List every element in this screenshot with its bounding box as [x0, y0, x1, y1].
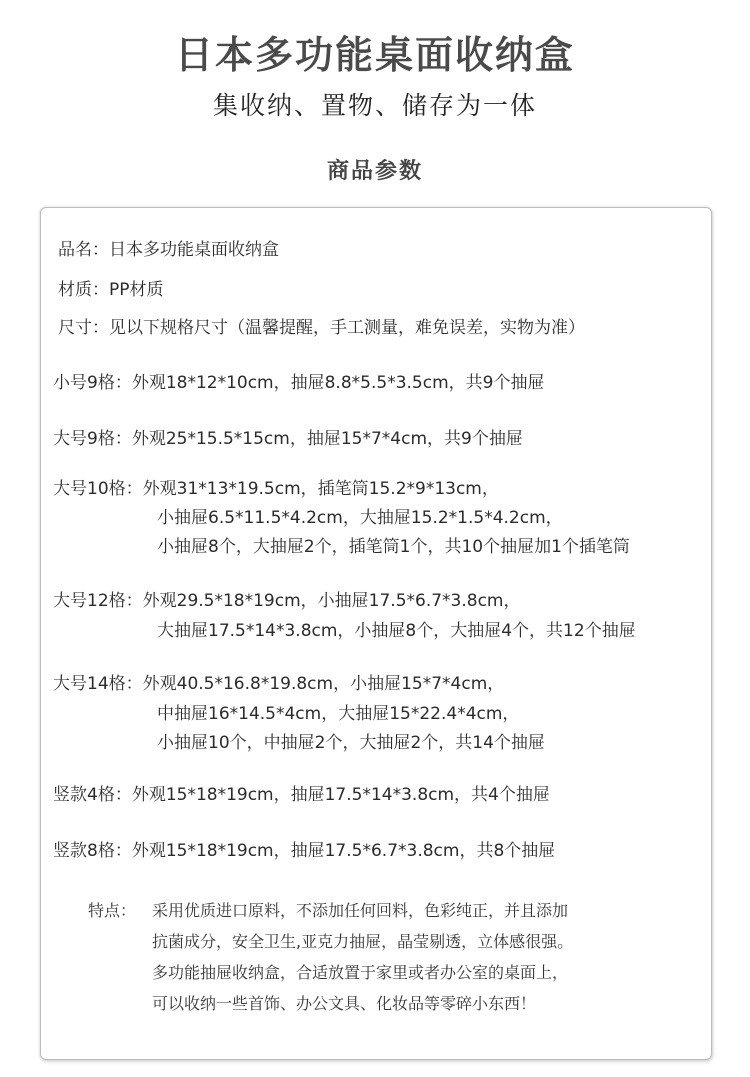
param-size-note: 尺寸：见以下规格尺寸（温馨提醒，手工测量，难免误差，实物为准） — [58, 318, 585, 338]
page-subtitle: 集收纳、置物、储存为一体 — [212, 91, 537, 120]
feature-line-4: 可以收纳一些首饰、办公文具、化妆品等零碎小东西！ — [152, 994, 537, 1013]
param-material: 材质：PP材质 — [58, 280, 164, 300]
spec-large-14-line3: 小抽屉10个，中抽屉2个，大抽屉2个，共14个抽屉 — [157, 733, 545, 753]
section-title: 商品参数 — [326, 159, 423, 184]
feature-line-1: 采用优质进口原料，不添加任何回料，色彩纯正，并且添加 — [152, 901, 569, 920]
spec-large-14-line2: 中抽屉16*14.5*4cm，大抽屉15*22.4*4cm， — [157, 704, 520, 724]
spec-large-12-line2: 大抽屉17.5*14*3.8cm，小抽屉8个，大抽屉4个，共12个抽屉 — [157, 621, 636, 641]
spec-small-9: 小号9格：外观18*12*10cm，抽屉8.8*5.5*3.5cm，共9个抽屉 — [53, 373, 545, 393]
spec-vertical-4: 竖款4格：外观15*18*19cm，抽屉17.5*14*3.8cm，共4个抽屉 — [53, 785, 550, 805]
spec-vertical-8: 竖款8格：外观15*18*19cm，抽屉17.5*6.7*3.8cm，共8个抽屉 — [53, 841, 556, 861]
spec-large-12-line1: 大号12格：外观29.5*18*19cm，小抽屉17.5*6.7*3.8cm， — [53, 591, 521, 611]
spec-large-10-line1: 大号10格：外观31*13*19.5cm，插笔筒15.2*9*13cm， — [53, 479, 499, 499]
param-name: 品名：日本多功能桌面收纳盒 — [58, 240, 279, 260]
spec-large-9: 大号9格：外观25*15.5*15cm，抽屉15*7*4cm，共9个抽屉 — [53, 429, 523, 449]
feature-line-3: 多功能抽屉收纳盒，合适放置于家里或者办公室的桌面上， — [152, 963, 569, 982]
feature-line-2: 抗菌成分，安全卫生,亚克力抽屉，晶莹剔透，立体感很强。 — [152, 932, 574, 951]
features-label: 特点： — [88, 901, 137, 920]
spec-large-10-line2: 小抽屉6.5*11.5*4.2cm，大抽屉15.2*1.5*4.2cm， — [157, 508, 563, 528]
spec-large-14-line1: 大号14格：外观40.5*16.8*19.8cm，小抽屉15*7*4cm， — [53, 674, 505, 694]
page-title: 日本多功能桌面收纳盒 — [174, 33, 575, 77]
spec-large-10-line3: 小抽屉8个，大抽屉2个，插笔筒1个，共10个抽屉加1个插笔筒 — [157, 537, 630, 557]
